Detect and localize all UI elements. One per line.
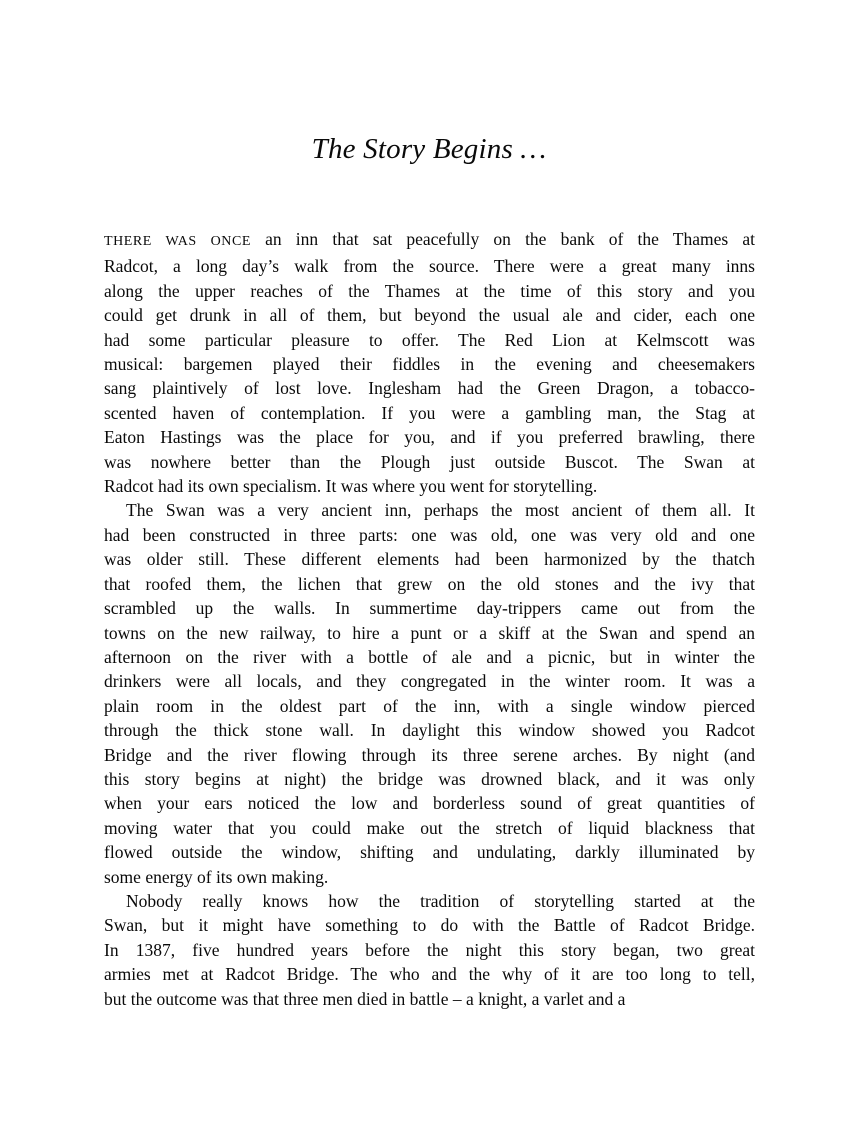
text-line: could get drunk in all of them, but beyond the usual ale and cider, each one [104, 305, 755, 326]
text-line: The Swan was a very ancient inn, perhaps the most ancient of them all. It [126, 500, 755, 521]
text-line: flowed outside the window, shifting and undulating, darkly illuminated by [104, 842, 755, 863]
text-line: had been constructed in three parts: one was old, one was very old and one [104, 524, 755, 545]
text-line: THERE WAS ONCE an inn that sat peacefully on the bank of the Thames at [104, 229, 755, 249]
text-line: this story begins at night) the bridge was drowned black, and it was only [104, 768, 755, 789]
text-line: moving water that you could make out the stretch of liquid blackness that [104, 817, 755, 838]
text-line: plain room in the oldest part of the inn, with a single window pierced [104, 695, 755, 716]
text-line: had some particular pleasure to offer. The Red Lion at Kelmscott was [104, 329, 755, 350]
text-line: In 1387, five hundred years before the night this story began, two great [104, 939, 755, 960]
paragraph [104, 227, 755, 498]
text-line: armies met at Radcot Bridge. The who and the why of it are too long to tell, [104, 964, 755, 985]
text-line: scented haven of contemplation. If you were a gambling man, the Stag at [104, 402, 755, 423]
text-line: Radcot had its own specialism. It was where you went for storytelling. [104, 476, 598, 497]
small-caps-lead: THERE WAS ONCE [104, 234, 251, 249]
text-line: scrambled up the walls. In summertime day-trippers came out from the [104, 598, 755, 619]
text-line: drinkers were all locals, and they congregated in the winter room. It was a [104, 671, 755, 692]
text-line: sang plaintively of lost love. Inglesham had the Green Dragon, a tobacco- [104, 378, 755, 399]
text-line: Nobody really knows how the tradition of storytelling started at the [126, 890, 755, 911]
text-line: Eaton Hastings was the place for you, and if you preferred brawling, there [104, 427, 755, 448]
text-line: along the upper reaches of the Thames at the time of this story and you [104, 280, 755, 301]
text-line: afternoon on the river with a bottle of ale and a picnic, but in winter the [104, 646, 755, 667]
text-line: but the outcome was that three men died in battle – a knight, a varlet and a [104, 988, 626, 1009]
text-line: was nowhere better than the Plough just outside Buscot. The Swan at [104, 451, 755, 472]
text-line: when your ears noticed the low and borderless sound of great quantities of [104, 793, 755, 814]
text-line: Radcot, a long day’s walk from the source. There were a great many inns [104, 256, 755, 277]
text-line: that roofed them, the lichen that grew on the old stones and the ivy that [104, 573, 755, 594]
body-text [104, 227, 755, 1011]
text-line: musical: bargemen played their fiddles in the evening and cheesemakers [104, 354, 755, 375]
paragraph [104, 889, 755, 1011]
text-line: Swan, but it might have something to do with the Battle of Radcot Bridge. [104, 915, 755, 936]
chapter-title: The Story Begins … [311, 133, 547, 165]
text-line: some energy of its own making. [104, 866, 329, 887]
text-line: was older still. These different elements had been harmonized by the thatch [104, 549, 755, 570]
text-line: Bridge and the river flowing through its three serene arches. By night (and [104, 744, 755, 765]
text-line: towns on the new railway, to hire a punt or a skiff at the Swan and spend an [104, 622, 755, 643]
paragraph [104, 498, 755, 889]
text-line: through the thick stone wall. In daylight this window showed you Radcot [104, 720, 755, 741]
